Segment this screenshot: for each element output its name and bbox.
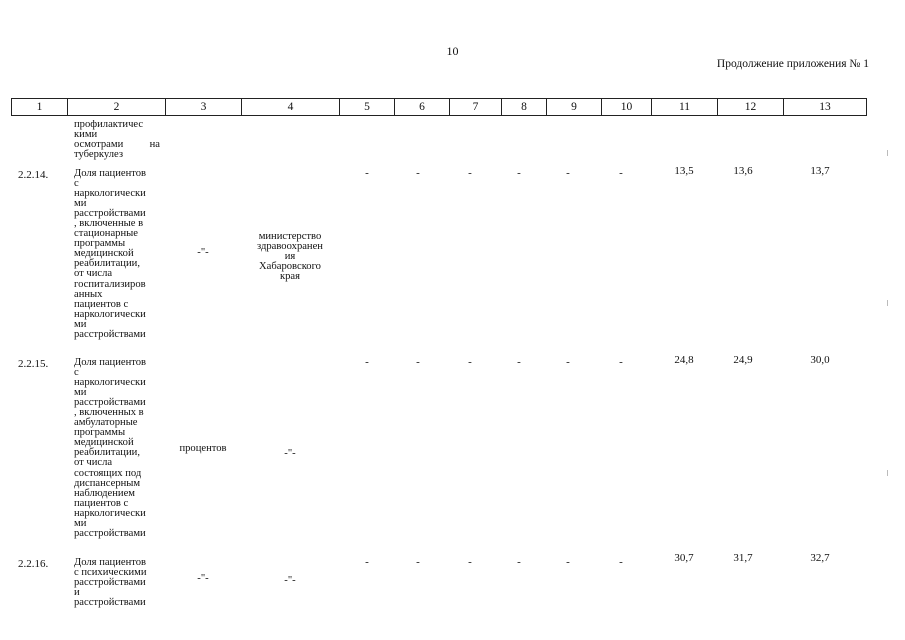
value-cell: - [517,356,521,368]
column-header: 2 [67,98,165,116]
column-header: 8 [501,98,546,116]
value-cell: - [517,556,521,568]
unit-cell: -"- [197,573,209,584]
value-cell: - [619,356,623,368]
column-header: 10 [601,98,651,116]
indicator-description: профилактичес кими осмотрами на туберкулез [74,119,160,161]
value-cell: 31,7 [733,552,753,564]
value-cell: - [517,167,521,179]
row-number: 2.2.14. [18,169,49,181]
value-cell: 24,8 [674,354,694,366]
value-cell: - [619,167,623,179]
column-header: 1 [11,98,67,116]
column-header: 9 [546,98,601,116]
column-header: 6 [394,98,449,116]
unit-cell: процентов [179,443,227,454]
value-cell: - [619,556,623,568]
column-header: 13 [783,98,867,116]
column-header: 11 [651,98,717,116]
row-number: 2.2.15. [18,358,49,370]
value-cell: - [365,356,369,368]
value-cell: - [416,556,420,568]
value-cell: 13,5 [674,165,694,177]
value-cell: - [566,356,570,368]
responsible-agency: министерство здравоохранен ия Хабаровского края [257,231,323,283]
responsible-agency: -"- [284,448,296,459]
value-cell: - [566,556,570,568]
value-cell: - [416,356,420,368]
scan-mark [887,470,888,476]
value-cell: - [566,167,570,179]
indicator-description: Доля пациентов с психическими расстройствами и расстройствами [74,557,147,609]
value-cell: 13,6 [733,165,753,177]
scan-mark [887,300,888,306]
appendix-continuation-title: Продолжение приложения № 1 [716,58,869,70]
value-cell: - [468,167,472,179]
column-header: 7 [449,98,501,116]
value-cell: 30,7 [674,552,694,564]
value-cell: 24,9 [733,354,753,366]
column-header: 12 [717,98,783,116]
indicator-description: Доля пациентов с наркологически ми расстройствами , включенных в амбулаторные программы медицинской реабилитации, от числа состоящих под диспансерным наблюдением пациентов с наркологически ми расстройствами [74,357,147,539]
value-cell: - [365,167,369,179]
page-number: 10 [446,44,459,58]
indicator-description: Доля пациентов с наркологически ми расстройствами , включенные в стационарные программы медицинской реабилитации, от числа госпитализиров анных пациентов с наркологически ми расстройствами [74,168,147,340]
scan-mark [887,150,888,156]
value-cell: 30,0 [810,354,830,366]
column-header: 3 [165,98,241,116]
value-cell: 13,7 [810,165,830,177]
responsible-agency: -"- [284,575,296,586]
row-number: 2.2.16. [18,558,49,570]
value-cell: - [468,556,472,568]
value-cell: - [416,167,420,179]
unit-cell: -"- [197,247,209,258]
column-header: 4 [241,98,339,116]
value-cell: - [365,556,369,568]
value-cell: - [468,356,472,368]
column-header: 5 [339,98,394,116]
value-cell: 32,7 [810,552,830,564]
